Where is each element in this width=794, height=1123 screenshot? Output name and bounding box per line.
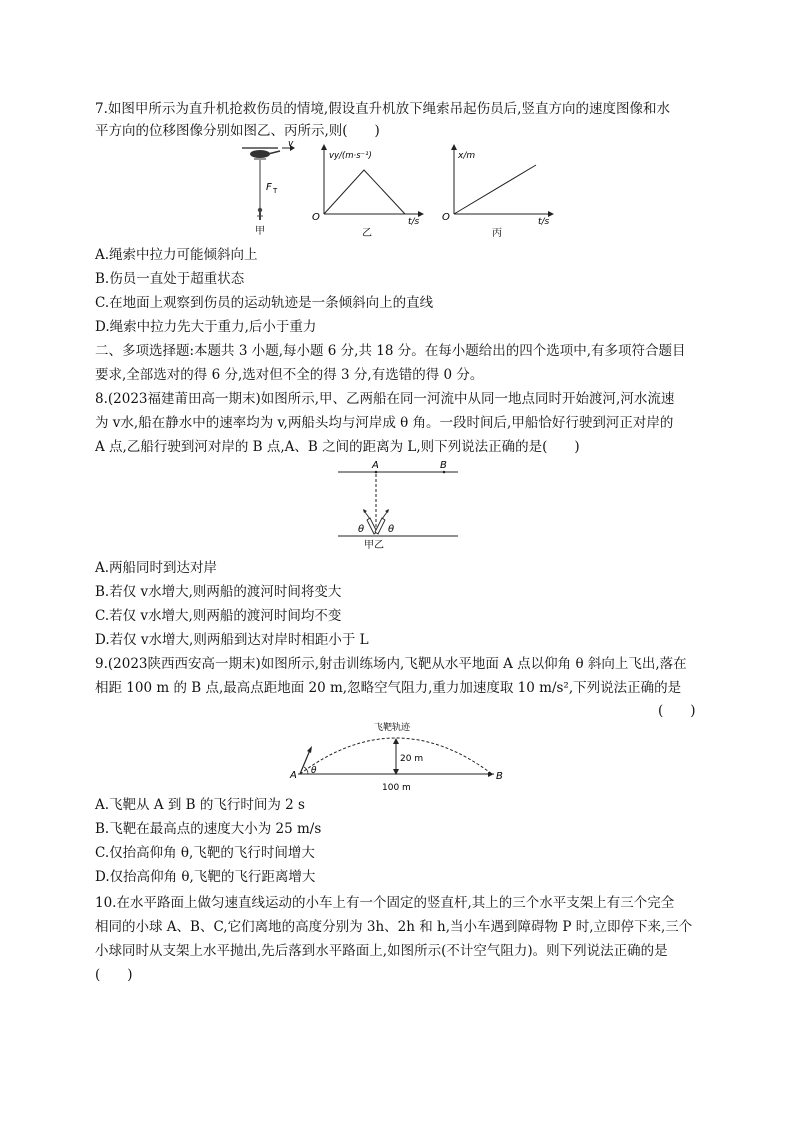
q8-stem-line1: 8.(2023福建莆田高一期末)如图所示,甲、乙两船在同一河流中从同一地点同时开始渡河,河水流速 (95, 391, 675, 407)
q7-yi-velocity-line (324, 170, 405, 214)
q7-yi-origin: O (312, 212, 320, 223)
q9-trajectory-label: 飞靶轨迹 (374, 723, 411, 733)
q7-option-a: A.绳索中拉力可能倾斜向上 (95, 247, 258, 263)
q9-option-b: B.飞靶在最高点的速度大小为 25 m/s (95, 821, 322, 837)
q7-bing-label: 丙 (492, 228, 502, 239)
q7-bing-position-line (454, 165, 536, 214)
q7-yi-x-axis: t/s (408, 217, 420, 227)
q7-option-d: D.绳索中拉力先大于重力,后小于重力 (95, 319, 317, 335)
q8-river-figure (330, 456, 470, 552)
q8-theta-left: θ (358, 524, 365, 535)
q7-bing-y-axis: x/m (458, 151, 476, 161)
q9-distance-label: 100 m (382, 783, 411, 793)
q8-boat-labels: 甲乙 (364, 540, 384, 551)
q7-figure-jia (238, 140, 298, 240)
q7-bing-origin: O (442, 212, 450, 223)
q8-stem-line2: 为 v水,船在静水中的速率均为 v,两船头均与河岸成 θ 角。一段时间后,甲船恰好行驶到河正对岸的 (95, 415, 674, 431)
q9-option-a: A.飞靶从 A 到 B 的飞行时间为 2 s (95, 797, 305, 813)
q10-stem-line2: 相同的小球 A、B、C,它们离地的高度分别为 3h、2h 和 h,当小车遇到障碍物 P 时,立即停下来,三个 (95, 919, 693, 935)
q9-answer-bracket: ( ) (658, 703, 696, 719)
q8-option-b: B.若仅 v水增大,则两船的渡河时间将变大 (95, 584, 342, 600)
q8-boat-yi-icon (375, 509, 389, 534)
q9-option-c: C.仅抬高仰角 θ,飞靶的飞行时间增大 (95, 845, 315, 861)
q7-yi-label: 乙 (362, 228, 372, 239)
section2-heading-line2: 要求,全部选对的得 6 分,选对但不全的得 3 分,有选错的得 0 分。 (95, 367, 484, 383)
q8-stem-line3: A 点,乙船行驶到河对岸的 B 点,A、B 之间的距离为 L,则下列说法正确的是( ) (95, 439, 580, 455)
q7-option-b: B.伤员一直处于超重状态 (95, 271, 245, 287)
q9-point-b: B (496, 771, 503, 782)
injured-person-icon (257, 208, 263, 220)
q7-figure-bing (440, 140, 560, 240)
q9-trajectory-figure (288, 718, 518, 794)
q7-stem-line2: 平方向的位移图像分别如图乙、丙所示,则( ) (95, 123, 380, 139)
q7-bing-x-axis: t/s (538, 217, 550, 227)
q9-point-a: A (290, 770, 297, 781)
q7-jia-label: 甲 (255, 226, 265, 237)
q8-point-b: B (440, 460, 447, 471)
q7-jia-f-sub: T (273, 187, 278, 195)
helicopter-icon (242, 148, 280, 159)
q9-stem-line2: 相距 100 m 的 B 点,最高点距地面 20 m,忽略空气阻力,重力加速度取 10 m/s²,下列说法正确的是 (95, 680, 682, 696)
q7-stem-line1: 7.如图甲所示为直升机抢救伤员的情境,假设直升机放下绳索吊起伤员后,竖直方向的速度图像和水 (95, 101, 670, 117)
q8-boat-jia-icon (363, 509, 377, 534)
q10-stem-line1: 10.在水平路面上做匀速直线运动的小车上有一个固定的竖直杆,其上的三个水平支架上有三个完全 (95, 895, 675, 911)
q9-stem-line1: 9.(2023陕西西安高一期末)如图所示,射击训练场内,飞靶从水平地面 A 点以仰角 θ 斜向上飞出,落在 (95, 656, 687, 672)
q8-option-a: A.两船同时到达对岸 (95, 560, 218, 576)
q9-height-label: 20 m (400, 754, 424, 764)
q8-option-d: D.若仅 v水增大,则两船到达对岸时相距小于 L (95, 632, 369, 648)
q9-option-d: D.仅抬高仰角 θ,飞靶的飞行距离增大 (95, 869, 316, 885)
q7-yi-y-axis: vy/(m·s⁻¹) (329, 151, 372, 161)
q8-theta-right: θ (388, 524, 395, 535)
q8-option-c: C.若仅 v水增大,则两船的渡河时间均不变 (95, 608, 342, 624)
q9-theta-label: θ (311, 766, 317, 776)
q10-stem-line3: 小球同时从支架上水平抛出,先后落到水平路面上,如图所示(不计空气阻力)。则下列说法正确的是 (95, 943, 668, 959)
q8-point-a: A (372, 460, 379, 471)
q7-option-c: C.在地面上观察到伤员的运动轨迹是一条倾斜向上的直线 (95, 295, 434, 311)
q7-jia-f-label: F (266, 182, 272, 193)
section2-heading-line1: 二、多项选择题:本题共 3 小题,每小题 6 分,共 18 分。在每小题给出的四个选项中,有多项符合题目 (95, 343, 686, 359)
q10-stem-line4: ( ) (95, 967, 133, 983)
q7-jia-v-label: v (288, 140, 294, 149)
q7-figure-yi (310, 140, 430, 240)
